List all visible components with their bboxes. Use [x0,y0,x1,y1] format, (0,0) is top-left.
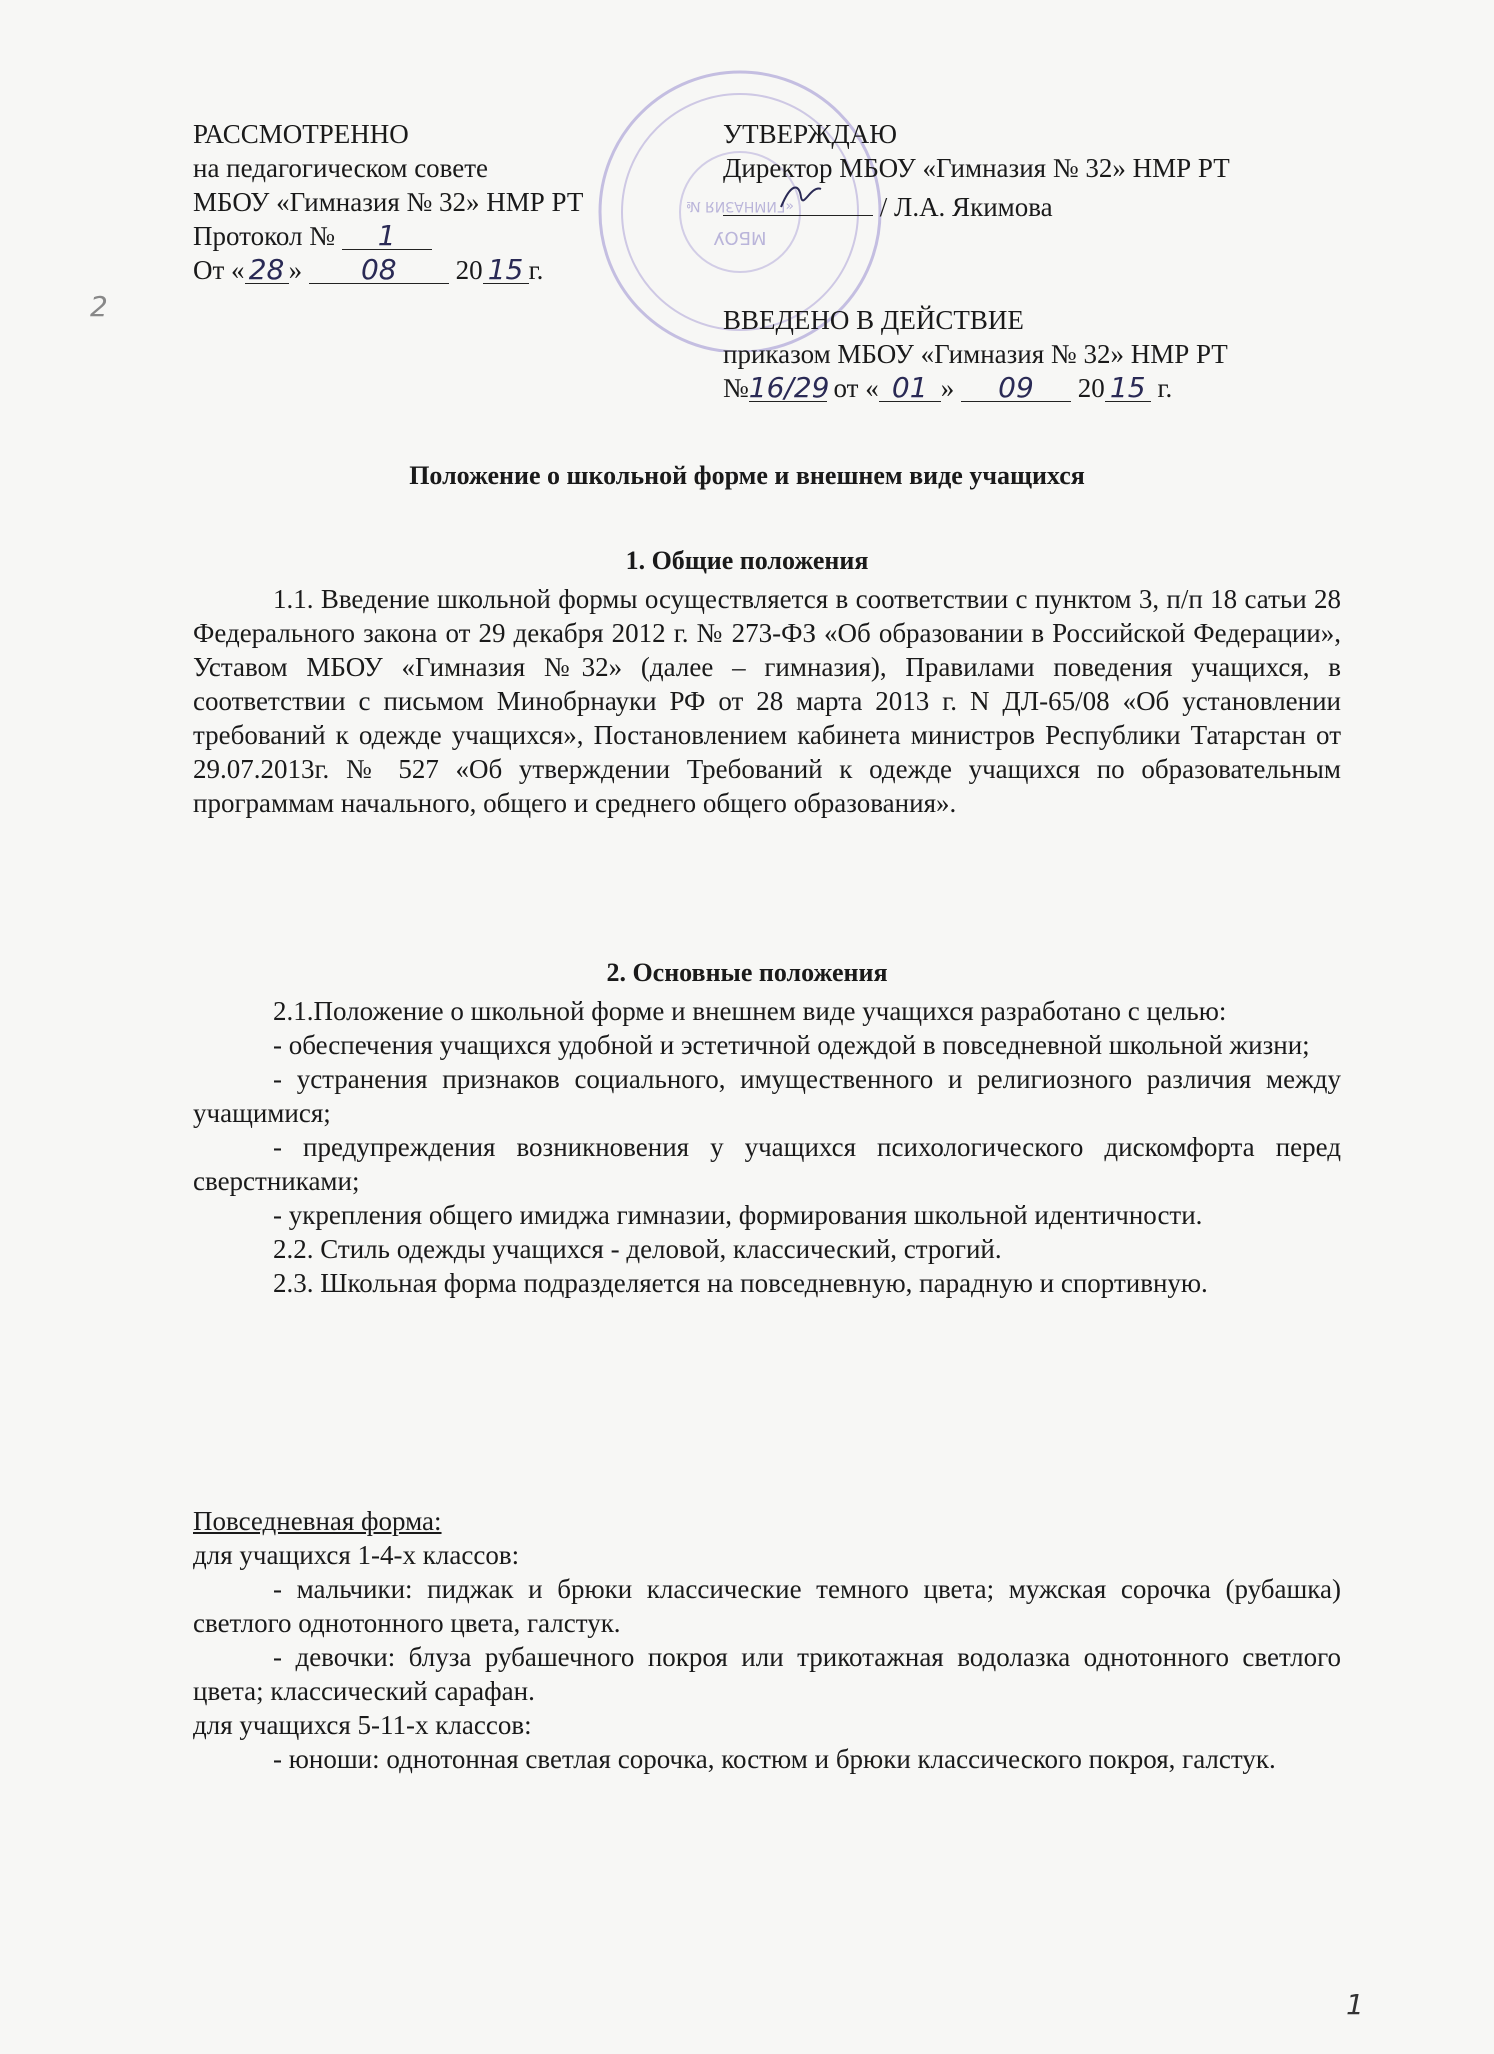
order-day: 01 [879,371,941,402]
left-date-year: 15 [483,253,529,284]
page-number-mark: 1 [1346,1988,1364,2021]
order-prefix: № [723,373,749,403]
approval-right-line1: Директор МБОУ «Гимназия № 32» НМР РТ [723,153,1230,183]
director-name: / Л.А. Якимова [879,192,1053,222]
section1-body [193,582,1341,820]
approval-right-title: УТВЕРЖДАЮ [723,119,898,149]
types-paragraph: 2.3. Школьная форма подразделяется на повседневную, парадную и спортивную. [273,1268,1208,1298]
group1-label: для учащихся 1-4-х классов: [193,1540,520,1570]
section1-heading: 1. Общие положения [625,546,869,575]
goal-item: - укрепления общего имиджа гимназии, формирования школьной идентичности. [273,1200,1203,1230]
order-number: 16/29 [748,371,830,404]
goal-item: - предупреждения возникновения у учащихся психологического дискомфорта перед сверстниками; [193,1132,1341,1196]
left-date-prefix: От « [193,255,245,285]
svg-text:«ГИМНАЗИЯ №: «ГИМНАЗИЯ № [686,198,794,214]
left-date-mid: » [288,255,303,285]
order-from: от « [833,373,879,403]
signature-mark [773,179,833,213]
svg-text:МБОУ: МБОУ [713,227,767,248]
approval-left-line1: на педагогическом совете [193,153,489,183]
approval-left-title: РАССМОТРЕННО [193,119,409,149]
left-date-suffix: г. [528,255,544,285]
order-mid: » [940,373,955,403]
goal-item: - устранения признаков социального, имущественного и религиозного различия между учащимися; [193,1064,1341,1128]
enacted-line: приказом МБОУ «Гимназия № 32» НМР РТ [723,339,1228,369]
left-date-day: 28 [245,253,289,284]
section2-body [193,994,1341,1300]
left-date-year-prefix: 20 [455,255,483,285]
section2-intro: 2.1.Положение о школьной форме и внешнем виде учащихся разработано с целью: [273,996,1227,1026]
signature-line [723,185,1053,224]
group2-item-boys: - юноши: однотонная светлая сорочка, костюм и брюки классического покроя, галстук. [273,1744,1276,1774]
everyday-heading: Повседневная форма: [193,1506,442,1536]
order-suffix: г. [1157,373,1173,403]
group2-label: для учащихся 5-11-х классов: [193,1710,532,1740]
section1-paragraph: 1.1. Введение школьной формы осуществляется в соответствии с пунктом 3, п/п 18 сатьи 28 Федерального закона от 29 декабря 2012 г. № 273-ФЗ «Об образовании в Российской Федерации», Уставом МБОУ «Гимназия №32» (далее – гимназия), Правилами поведения учащихся, в соответствии с письмом Минобрнауки РФ от 28 марта 2013 г. N ДЛ-65/08 «Об установлении требований к одежде учащихся», Постановлением кабинета министров Республики Татарстан от 29.07.2013г. № 527 «Об утверждении Требований к одежде учащихся по образовательным программам начального, общего и среднего общего образования». [193,584,1341,818]
group1-item-boys: - мальчики: пиджак и брюки классические темного цвета; мужская сорочка (рубашка) светлого однотонного цвета, галстук. [193,1574,1341,1638]
section2-heading: 2. Основные положения [606,958,888,987]
margin-page-mark: 2 [90,290,108,323]
protocol-label: Протокол № [193,221,335,251]
group1-item-girls: - девочки: блуза рубашечного покроя или трикотажная водолазка однотонного светлого цвета; классический сарафан. [193,1642,1341,1706]
order-year-prefix: 20 [1077,373,1105,403]
left-date-month: 08 [309,253,449,284]
everyday-section [193,1504,1341,1776]
order-year: 15 [1105,371,1151,402]
protocol-number: 1 [342,219,432,250]
approval-left-line2: МБОУ «Гимназия № 32» НМР РТ [193,187,584,217]
order-line [723,371,1172,405]
protocol-line [193,219,432,253]
order-month: 09 [961,371,1071,402]
goal-item: - обеспечения учащихся удобной и эстетичной одеждой в повседневной школьной жизни; [273,1030,1310,1060]
document-title: Положение о школьной форме и внешнем виде учащихся [409,461,1085,490]
enacted-title: ВВЕДЕНО В ДЕЙСТВИЕ [723,305,1024,335]
director-signature [723,185,873,216]
style-paragraph: 2.2. Стиль одежды учащихся - деловой, классический, строгий. [273,1234,1002,1264]
left-date-line [193,253,543,287]
